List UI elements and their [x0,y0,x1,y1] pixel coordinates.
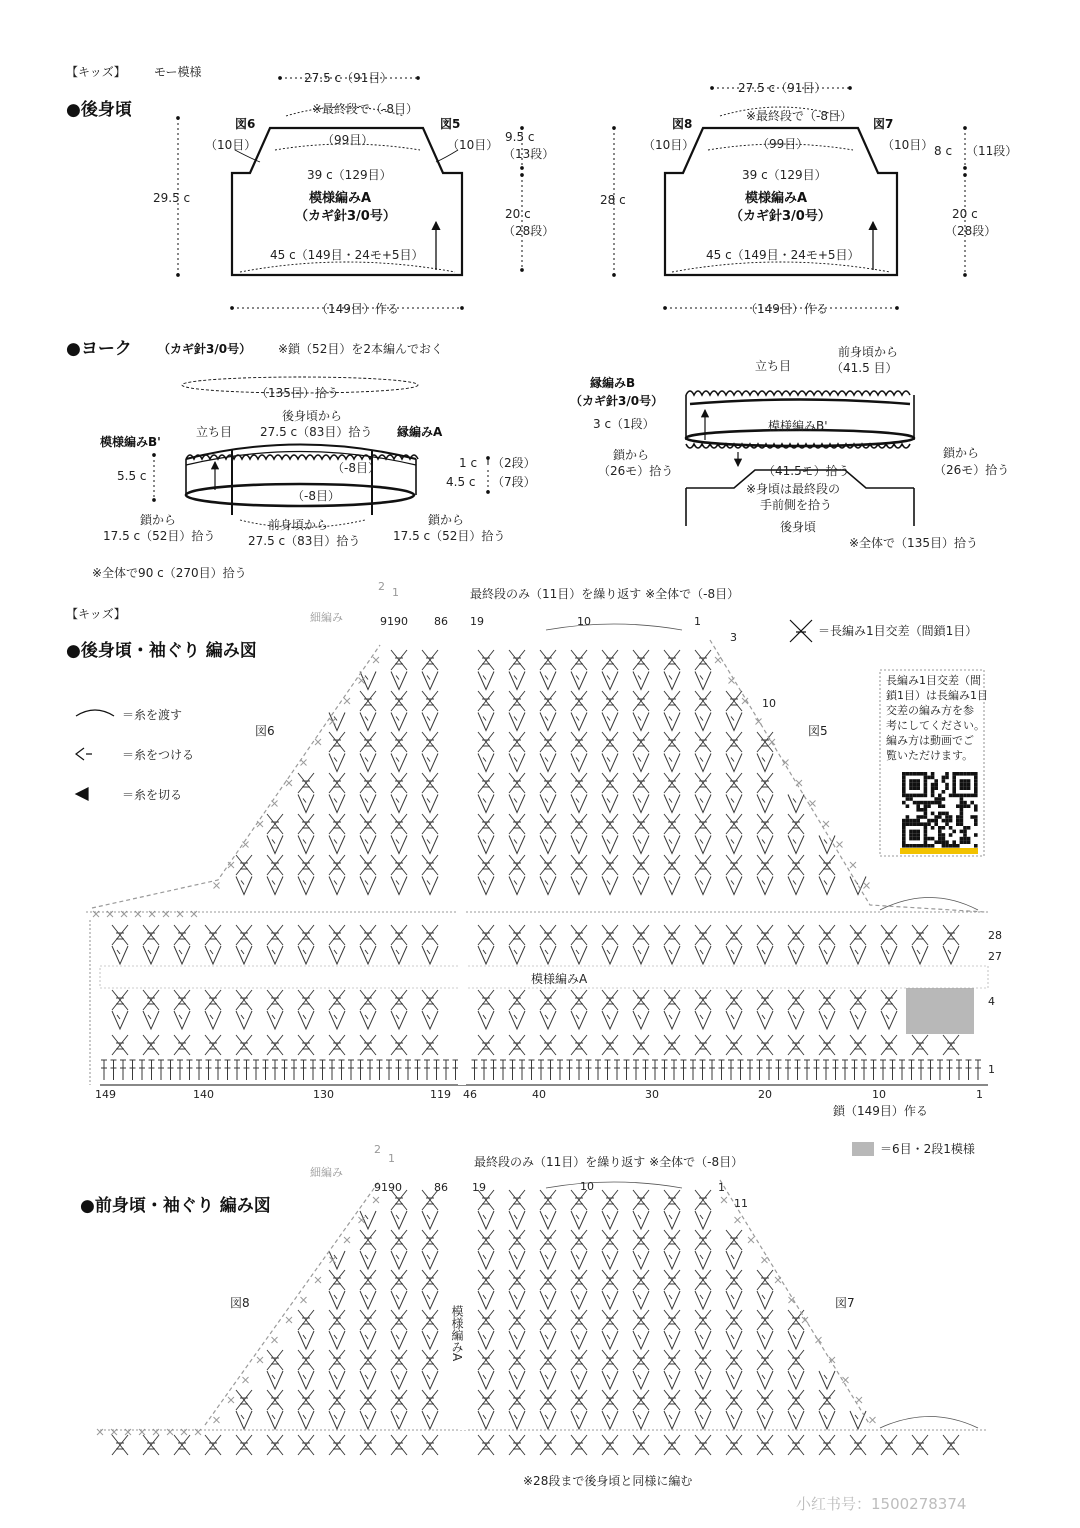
yoke-r-front-1: 前身頃から [838,345,899,359]
yoke-right-r1: （2段） [492,456,536,470]
front-fig-left: 図8 [672,117,693,131]
chart1-n3: 3 [730,631,737,644]
yoke-r-total: ※全体で（135目）拾う [849,536,978,550]
yoke-right-h2: 4.5 c [446,475,476,489]
chart2-n1r: 1 [718,1181,725,1194]
yoke-total-note: ※全体で90 c（270目）拾う [92,566,247,580]
chart1-chain-start: 鎖（149目）作る [833,1104,928,1118]
chart1-fig5: 図5 [808,724,828,738]
yoke-from-back-pick: 27.5 c（83目）拾う [260,425,373,439]
front-armhole-h: 8 c [934,144,953,158]
back-body-title: ●後身頃 [66,100,132,120]
back-right-dec: （10目） [447,138,499,152]
yoke-turning-chain: 立ち目 [196,425,233,439]
chart2-bottom-note: ※28段まで後身頃と同様に編む [523,1474,693,1488]
x-130: 130 [313,1088,334,1101]
legend-pass: ＝糸を渡す [122,708,183,722]
chart1-n10: 10 [762,697,776,710]
front-chain: （149目）作る [745,302,828,316]
chart2-n1: 1 [388,1152,395,1165]
legend-join: ＝糸をつける [122,748,195,762]
front-height-total: 28 c [600,193,626,207]
chart1-fig6: 図6 [255,724,275,738]
x-140: 140 [193,1088,214,1101]
yoke-r-pattern: 模様編みB' [768,419,828,433]
front-fig-right: 図7 [873,117,894,131]
x-20: 20 [758,1088,772,1101]
yoke-r-chain-right-1: 鎖から [943,446,980,460]
front-armhole-rows: （11段） [966,144,1018,158]
back-last-row-note: ※最終段で（-8目） [312,102,419,116]
back-left-dec: （10目） [205,138,257,152]
chart2-title: ●前身頃・袖ぐり 編み図 [80,1196,271,1216]
chart2-vertical-label: 模様編みA [450,1305,464,1362]
back-armhole-rows: （13段） [503,147,555,161]
front-pattern-name: 模様編みA [745,191,808,206]
yoke-r-chain-left-2: （26モ）拾う [598,464,674,478]
yoke-r-chain-right-2: （26モ）拾う [934,463,1010,477]
qr-note-3: 交差の編み方を参 [886,704,974,717]
back-body-rows: （28段） [503,224,555,238]
qr-note-6: 覧いただけます。 [886,749,974,762]
back-top-stitches: （99目） [322,133,374,147]
row-28: 28 [988,929,1002,942]
yoke-chain-left-2: 17.5 c（52目）拾う [103,529,216,543]
yoke-chain-right-2: 17.5 c（52目）拾う [393,529,506,543]
chart2-n2: 2 [374,1143,381,1156]
back-pattern-name: 模様編みA [309,191,372,206]
back-armhole-h: 9.5 c [505,130,535,144]
yoke-pattern-b-prime: 模様編みB' [100,435,161,449]
chart1-repeat-note: 最終段のみ（11目）を繰り返す ※全体で（-8目） [470,587,740,601]
legend-cut: ＝糸を切る [122,788,183,802]
yoke-front-pick-2: 27.5 c（83目）拾う [248,534,361,548]
front-top-stitches: （99目） [757,137,809,151]
chart1-slip: 細編み [310,611,343,624]
back-fig-right: 図5 [440,117,461,131]
pattern-repeat-highlight [906,988,974,1034]
chart1-n1r: 1 [694,615,701,628]
chart1-grid [86,624,990,1085]
chart2-repeat-10: 10 [580,1180,594,1193]
front-last-row-note: ※最終段で（-8目） [746,109,853,123]
back-fig-left: 図6 [235,117,256,131]
row-4: 4 [988,995,995,1008]
yoke-edge-b-2: （カギ針3/0号） [570,394,664,408]
yoke-hook: （カギ針3/0号） [158,342,252,356]
yoke-dec2: （-8目） [292,489,340,503]
front-bottom-width: 45 c（149目・24モ+5目） [706,248,860,262]
x-46: 46 [463,1088,477,1101]
chart1-n1: 1 [392,586,399,599]
chart2-slip: 細編み [310,1166,343,1179]
kids-label: 【キッズ】 [66,65,126,79]
x-149: 149 [95,1088,116,1101]
legend-box: ＝6目・2段1模様 [880,1142,975,1156]
chart2-repeat-note: 最終段のみ（11目）を繰り返す ※全体で（-8目） [474,1155,744,1169]
qr-note-5: 編み方は動画でご [886,734,974,747]
yoke-r-front-2: （41.5 目） [831,361,898,375]
front-body-rows: （28段） [945,224,997,238]
chart2-n19: 19 [472,1181,486,1194]
yoke-pickup-total: （135目）拾う [256,386,339,400]
watermark: 小红书号：1500278374 [796,1495,967,1513]
chart1-n2: 2 [378,580,385,593]
yoke-front-pick-1: 前身頃から [268,518,329,532]
yoke-right-r2: （7段） [492,475,536,489]
yoke-r-pick-mid: （41.5モ）拾う [763,464,850,478]
yoke-note: ※鎖（52目）を2本編んでおく [278,342,443,356]
yoke-r-back: 後身頃 [780,520,817,534]
back-body-h: 20 c [505,207,531,221]
yoke-title: ●ヨーク [66,339,132,359]
back-height-total: 29.5 c [153,191,191,205]
row-1: 1 [988,1063,995,1076]
yoke-dec1: （-8目） [332,461,380,475]
yoke-from-back: 後身頃から [282,409,343,423]
back-top-width: 27.5 c（91目） [304,71,393,85]
yoke-height: 5.5 c [117,469,147,483]
yoke-right-h1: 1 c [459,456,478,470]
front-mid-width: 39 c（129目） [742,168,827,182]
yoke-edge-b-1: 縁編みB [590,376,636,390]
front-right-dec: （10目） [882,138,934,152]
yoke-r-note-2: 手前側を拾う [760,498,833,512]
front-top-width: 27.5 c（91目） [738,81,827,95]
qr-note-1: 長編み1目交差（間 [886,674,981,687]
chart1-repeat-10: 10 [577,615,591,628]
qr-note-2: 鎖1目）は長編み1目 [886,689,988,702]
back-chain: （149目）作る [316,302,399,316]
front-body-h: 20 c [952,207,978,221]
chart2-fig7: 図7 [835,1296,855,1310]
chart2-grid [97,1180,988,1455]
x-1: 1 [976,1088,983,1101]
chart2-n9190: 9190 [374,1181,402,1194]
x-40: 40 [532,1088,546,1101]
x-10: 10 [872,1088,886,1101]
x-119: 119 [430,1088,451,1101]
row-27: 27 [988,950,1002,963]
chart2-fig8: 図8 [230,1296,250,1310]
yoke-edge-a: 縁編みA [397,425,443,439]
x-30: 30 [645,1088,659,1101]
chart1-title: ●後身頃・袖ぐり 編み図 [66,641,257,661]
yoke-edge-b-h: 3 c（1段） [593,417,655,431]
chart1-n9190: 9190 [380,615,408,628]
chart1-pattern-a: 模様編みA [527,972,591,986]
yoke-r-chain-left-1: 鎖から [613,448,650,462]
chart2-n86: 86 [434,1181,448,1194]
chart2-n11: 11 [734,1197,748,1210]
back-mid-width: 39 c（129目） [307,168,392,182]
chart1-n19: 19 [470,615,484,628]
yoke-r-turning-chain: 立ち目 [755,359,792,373]
back-hook: （カギ針3/0号） [295,209,396,224]
legend-cross: ＝長編み1目交差（間鎖1目） [818,624,978,638]
qr-note-4: 考にしてください。 [886,719,985,732]
chart1-kids-label: 【キッズ】 [66,607,126,621]
yoke-chain-left-1: 鎖から [140,513,177,527]
yoke-chain-right-1: 鎖から [428,513,465,527]
back-bottom-width: 45 c（149目・24モ+5目） [270,248,424,262]
pattern-label: モー模様 [154,65,202,79]
chart1-n86: 86 [434,615,448,628]
front-left-dec: （10目） [643,138,695,152]
yoke-r-note-1: ※身頃は最終段の [746,482,841,496]
front-hook: （カギ針3/0号） [730,209,831,224]
